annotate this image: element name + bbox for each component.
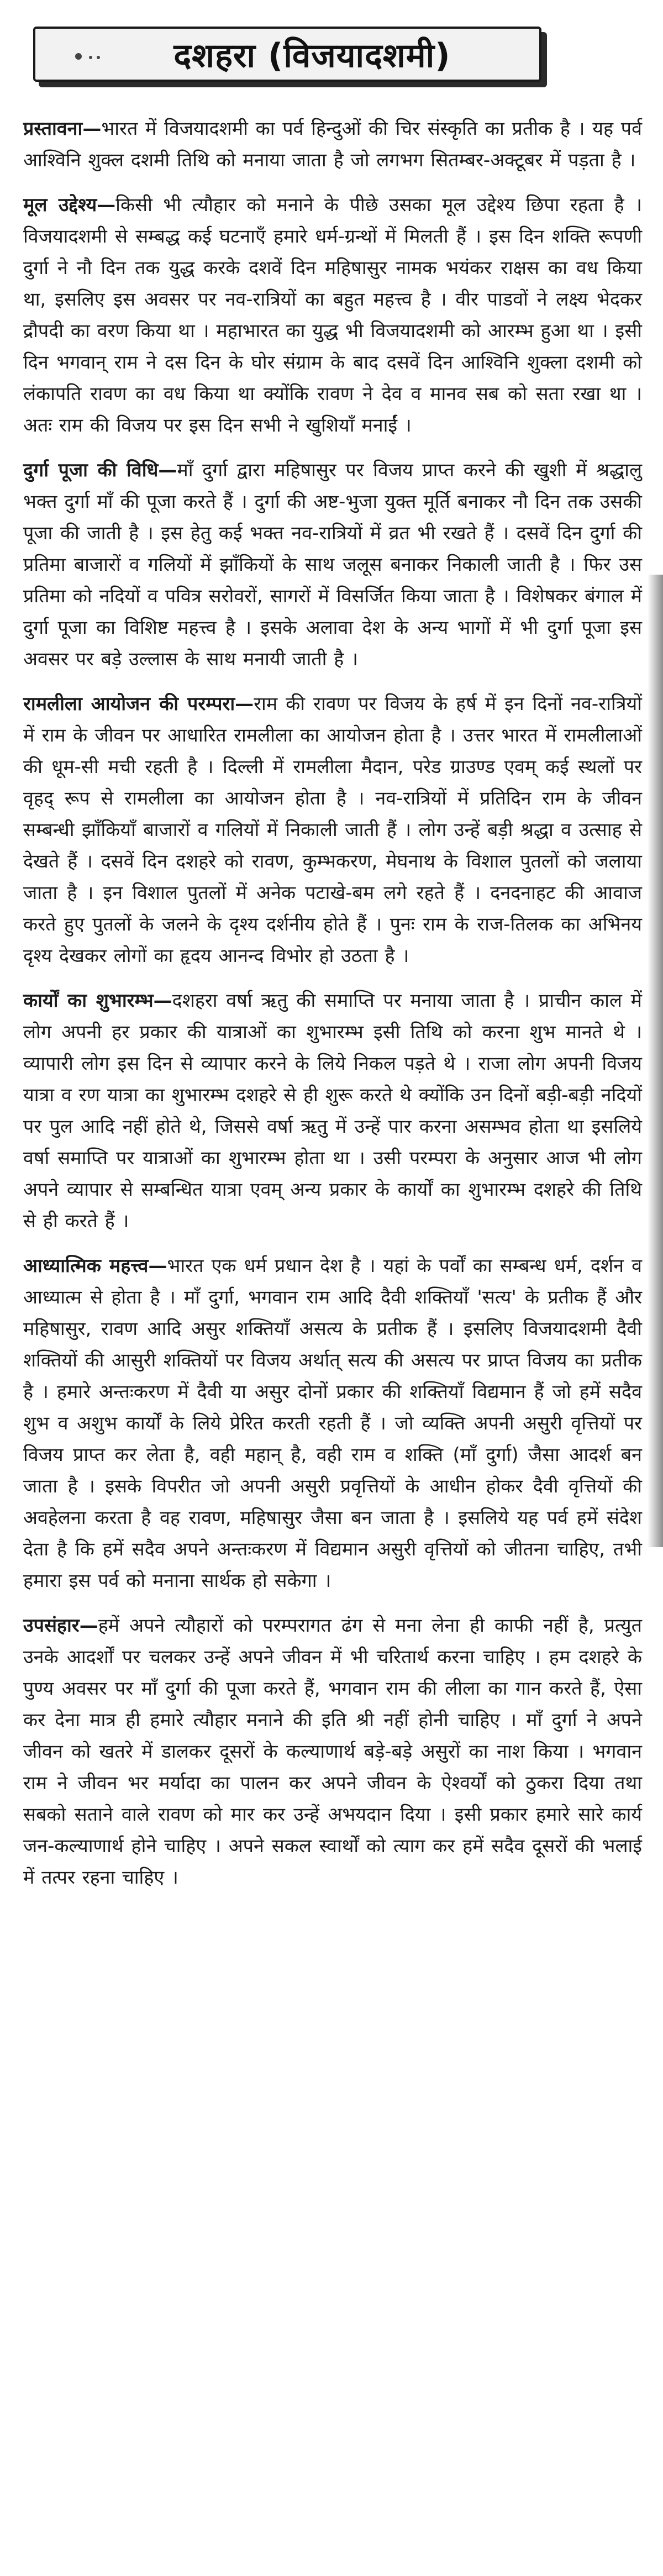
section-text: किसी भी त्यौहार को मनाने के पीछे उसका मूल उद्देश्य छिपा रहता है । विजयादशमी से सम्बद्ध कई घटनाएँ हमारे धर्म-ग्रन्थों में मिलती हैं । इस दिन शक्ति रूपणी दुर्गा ने नौ दिन तक युद्ध करके दशवें दिन महिषासुर नामक भयंकर राक्षस का वध किया था, इसलिए इस अवसर पर नव-रात्रियों का बहुत महत्त्व है । वीर पाडवों ने लक्ष्य भेदकर द्रौपदी का वरण किया था । महाभारत का युद्ध भी विजयादशमी को आरम्भ हुआ था । इसी दिन भगवान् राम ने दस दिन के घोर संग्राम के बाद दसवें दिन आश्विनि शुक्ला दशमी को लंकापति रावण का वध किया था क्योंकि रावण ने देव व मानव सब को सता रखा था । अतः राम की विजय पर इस दिन सभी ने खुशियाँ मनाईं । bbox=[23, 194, 642, 437]
section-heading: रामलीला आयोजन की परम्परा bbox=[23, 693, 235, 715]
essay-body bbox=[23, 113, 642, 1907]
section-heading: दुर्गा पूजा की विधि bbox=[23, 459, 159, 481]
section-heading: कार्यों का शुभारम्भ bbox=[23, 990, 154, 1012]
section-auspicious-beginnings: कार्यों का शुभारम्भ—दशहरा वर्षा ऋतु की समाप्ति पर मनाया जाता है । प्राचीन काल में लोग अपनी हर प्रकार की यात्राओं का शुभारम्भ इसी तिथि को करना शुभ मानते थे । व्यापारी लोग इस दिन से व्यापार करने के लिये निकल पड़ते थे । राजा लोग अपनी विजय यात्रा व रण यात्रा का शुभारम्भ दशहरे से ही शुरू करते थे क्योंकि उन दिनों बड़ी-बड़ी नदियों पर पुल आदि नहीं होते थे, जिससे वर्षा ऋतु में उन्हें पार करना असम्भव होता था इसलिये वर्षा समाप्ति पर यात्राओं का शुभारम्भ होता था । उसी परम्परा के अनुसार आज भी लोग अपने व्यापार से सम्बन्धित यात्रा एवम् अन्य प्रकार के कार्यों का शुभारम्भ दशहरे की तिथि से ही करते हैं । bbox=[23, 990, 642, 1232]
title-banner bbox=[33, 27, 547, 88]
section-heading: प्रस्तावना bbox=[23, 118, 83, 140]
title-box bbox=[33, 27, 541, 82]
section-heading: उपसंहार bbox=[23, 1615, 80, 1637]
scan-edge-shadow bbox=[648, 575, 663, 1547]
section-spiritual-significance: आध्यात्मिक महत्त्व—भारत एक धर्म प्रधान देश है । यहां के पर्वों का सम्बन्ध धर्म, दर्शन व आध्यात्म से होता है । माँ दुर्गा, भगवान राम आदि दैवी शक्तियाँ 'सत्य' के प्रतीक हैं और महिषासुर, रावण आदि असुर शक्तियाँ असत्य के प्रतीक हैं । इसलिए विजयादशमी दैवी शक्तियों की आसुरी शक्तियों पर विजय अर्थात् सत्य की असत्य पर प्राप्त विजय का प्रतीक है । हमारे अन्तःकरण में दैवी या असुर दोनों प्रकार की शक्तियाँ विद्यमान हैं जो हमें सदैव शुभ व अशुभ कार्यों के लिये प्रेरित करती रहती हैं । जो व्यक्ति अपनी असुरी वृत्तियों पर विजय प्राप्त कर लेता है, वही महान् है, वही राम व शक्ति (माँ दुर्गा) जैसा आदर्श बन जाता है । इसके विपरीत जो अपनी असुरी प्रवृत्तियों के आधीन होकर दैवी वृत्तियों की अवहेलना करता है वह रावण, महिषासुर जैसा बन जाता है । इसलिये यह पर्व हमें संदेश देता है कि हमें सदैव अपने अन्तःकरण में विद्यमान असुरी वृत्तियों को जीतना चाहिए, तभी हमारा इस पर्व को मनाना सार्थक हो सकेगा । bbox=[23, 1255, 642, 1592]
section-text: भारत में विजयादशमी का पर्व हिन्दुओं की चिर संस्कृति का प्रतीक है । यह पर्व आश्विनि शुक्ल दशमी तिथि को मनाया जाता है जो लगभग सितम्बर-अक्टूबर में पड़ता है । bbox=[23, 118, 642, 171]
section-main-purpose: मूल उद्देश्य—किसी भी त्यौहार को मनाने के पीछे उसका मूल उद्देश्य छिपा रहता है । विजयादशमी से सम्बद्ध कई घटनाएँ हमारे धर्म-ग्रन्थों में मिलती हैं । इस दिन शक्ति रूपणी दुर्गा ने नौ दिन तक युद्ध करके दशवें दिन महिषासुर नामक भयंकर राक्षस का वध किया था, इसलिए इस अवसर पर नव-रात्रियों का बहुत महत्त्व है । वीर पाडवों ने लक्ष्य भेदकर द्रौपदी का वरण किया था । महाभारत का युद्ध भी विजयादशमी को आरम्भ हुआ था । इसी दिन भगवान् राम ने दस दिन के घोर संग्राम के बाद दसवें दिन आश्विनि शुक्ला दशमी को लंकापति रावण का वध किया था क्योंकि रावण ने देव व मानव सब को सता रखा था । अतः राम की विजय पर इस दिन सभी ने खुशियाँ मनाईं । bbox=[23, 194, 642, 437]
ornament-dots-icon bbox=[74, 49, 118, 62]
section-heading: मूल उद्देश्य bbox=[23, 194, 97, 216]
page-title: दशहरा (विजयादशमी) bbox=[173, 36, 451, 75]
section-durga-puja: दुर्गा पूजा की विधि—माँ दुर्गा द्वारा महिषासुर पर विजय प्राप्त करने की खुशी में श्रद्धालु भक्त दुर्गा माँ की पूजा करते हैं । दुर्गा की अष्ट-भुजा युक्त मूर्ति बनाकर नौ दिन तक उसकी पूजा की जाती है । इस हेतु कई भक्त नव-रात्रियों में व्रत भी रखते हैं । दसवें दिन दुर्गा की प्रतिमा बाजारों व गलियों में झाँकियों के साथ जलूस बनाकर निकाली जाती है । फिर उस प्रतिमा को नदियों व पवित्र सरोवरों, सागरों में विसर्जित किया जाता है । विशेषकर बंगाल में दुर्गा पूजा का विशिष्ट महत्त्व है । इसके अलावा देश के अन्य भागों में भी दुर्गा पूजा इस अवसर पर बड़े उल्लास के साथ मनायी जाती है । bbox=[23, 459, 643, 670]
section-introduction: प्रस्तावना—भारत में विजयादशमी का पर्व हिन्दुओं की चिर संस्कृति का प्रतीक है । यह पर्व आश्विनि शुक्ल दशमी तिथि को मनाया जाता है जो लगभग सितम्बर-अक्टूबर में पड़ता है । bbox=[23, 118, 642, 171]
section-heading: आध्यात्मिक महत्त्व bbox=[23, 1255, 149, 1277]
section-text: माँ दुर्गा द्वारा महिषासुर पर विजय प्राप्त करने की खुशी में श्रद्धालु भक्त दुर्गा माँ की पूजा करते हैं । दुर्गा की अष्ट-भुजा युक्त मूर्ति बनाकर नौ दिन तक उसकी पूजा की जाती है । इस हेतु कई भक्त नव-रात्रियों में व्रत भी रखते हैं । दसवें दिन दुर्गा की प्रतिमा बाजारों व गलियों में झाँकियों के साथ जलूस बनाकर निकाली जाती है । फिर उस प्रतिमा को नदियों व पवित्र सरोवरों, सागरों में विसर्जित किया जाता है । विशेषकर बंगाल में दुर्गा पूजा का विशिष्ट महत्त्व है । इसके अलावा देश के अन्य भागों में भी दुर्गा पूजा इस अवसर पर बड़े उल्लास के साथ मनायी जाती है । bbox=[23, 459, 643, 670]
section-text: भारत एक धर्म प्रधान देश है । यहां के पर्वों का सम्बन्ध धर्म, दर्शन व आध्यात्म से होता है । माँ दुर्गा, भगवान राम आदि दैवी शक्तियाँ 'सत्य' के प्रतीक हैं और महिषासुर, रावण आदि असुर शक्तियाँ असत्य के प्रतीक हैं । इसलिए विजयादशमी दैवी शक्तियों की आसुरी शक्तियों पर विजय अर्थात् सत्य की असत्य पर प्राप्त विजय का प्रतीक है । हमारे अन्तःकरण में दैवी या असुर दोनों प्रकार की शक्तियाँ विद्यमान हैं जो हमें सदैव शुभ व अशुभ कार्यों के लिये प्रेरित करती रहती हैं । जो व्यक्ति अपनी असुरी वृत्तियों पर विजय प्राप्त कर लेता है, वही महान् है, वही राम व शक्ति (माँ दुर्गा) जैसा आदर्श बन जाता है । इसके विपरीत जो अपनी असुरी प्रवृत्तियों के आधीन होकर दैवी वृत्तियों की अवहेलना करता है वह रावण, महिषासुर जैसा बन जाता है । इसलिये यह पर्व हमें संदेश देता है कि हमें सदैव अपने अन्तःकरण में विद्यमान असुरी वृत्तियों को जीतना चाहिए, तभी हमारा इस पर्व को मनाना सार्थक हो सकेगा । bbox=[23, 1255, 642, 1592]
section-ramlila: रामलीला आयोजन की परम्परा—राम की रावण पर विजय के हर्ष में इन दिनों नव-रात्रियों में राम के जीवन पर आधारित रामलीला का आयोजन होता है । उत्तर भारत में रामलीलाओं की धूम-सी मची रहती है । दिल्ली में रामलीला मैदान, परेड ग्राउण्ड एवम् कई स्थलों पर वृहद् रूप से रामलीला का आयोजन होता है । नव-रात्रियों में प्रतिदिन राम के जीवन सम्बन्धी झाँकियाँ बाजारों व गलियों में निकाली जाती हैं । लोग उन्हें बड़ी श्रद्धा व उत्साह से देखते हैं । दसवें दिन दशहरे को रावण, कुम्भकरण, मेघनाथ के विशाल पुतलों को जलाया जाता है । इन विशाल पुतलों में अनेक पटाखे-बम लगे रहते हैं । दनदनाहट की आवाज करते हुए पुतलों के जलने के दृश्य दर्शनीय होते हैं । पुनः राम के राज-तिलक का अभिनय दृश्य देखकर लोगों का हृदय आनन्द विभोर हो उठता है । bbox=[23, 693, 642, 967]
section-text: हमें अपने त्यौहारों को परम्परागत ढंग से मना लेना ही काफी नहीं है, प्रत्युत उनके आदर्शों पर चलकर उन्हें अपने जीवन में भी चरितार्थ करना चाहिए । हम दशहरे के पुण्य अवसर पर माँ दुर्गा की पूजा करते हैं, भगवान राम की लीला का गान करते हैं, ऐसा कर देना मात्र ही हमारे त्यौहार मनाने की इति श्री नहीं होनी चाहिए । माँ दुर्गा ने अपने जीवन को खतरे में डालकर दूसरों के कल्याणार्थ बड़े-बड़े असुरों का नाश किया । भगवान राम ने जीवन भर मर्यादा का पालन कर अपने जीवन के ऐश्वर्यों को ठुकरा दिया तथा सबको सताने वाले रावण को मार कर उन्हें अभयदान दिया । इसी प्रकार हमारे सारे कार्य जन-कल्याणार्थ होने चाहिए । अपने सकल स्वार्थों को त्याग कर हमें सदैव दूसरों की भलाई में तत्पर रहना चाहिए । bbox=[23, 1615, 642, 1889]
section-text: दशहरा वर्षा ऋतु की समाप्ति पर मनाया जाता है । प्राचीन काल में लोग अपनी हर प्रकार की यात्राओं का शुभारम्भ इसी तिथि को करना शुभ मानते थे । व्यापारी लोग इस दिन से व्यापार करने के लिये निकल पड़ते थे । राजा लोग अपनी विजय यात्रा व रण यात्रा का शुभारम्भ दशहरे से ही शुरू करते थे क्योंकि उन दिनों बड़ी-बड़ी नदियों पर पुल आदि नहीं होते थे, जिससे वर्षा ऋतु में उन्हें पार करना असम्भव होता था इसलिये वर्षा समाप्ति पर यात्राओं का शुभारम्भ होता था । उसी परम्परा के अनुसार आज भी लोग अपने व्यापार से सम्बन्धित यात्रा एवम् अन्य प्रकार के कार्यों का शुभारम्भ दशहरे की तिथि से ही करते हैं । bbox=[23, 990, 642, 1232]
section-text: राम की रावण पर विजय के हर्ष में इन दिनों नव-रात्रियों में राम के जीवन पर आधारित रामलीला का आयोजन होता है । उत्तर भारत में रामलीलाओं की धूम-सी मची रहती है । दिल्ली में रामलीला मैदान, परेड ग्राउण्ड एवम् कई स्थलों पर वृहद् रूप से रामलीला का आयोजन होता है । नव-रात्रियों में प्रतिदिन राम के जीवन सम्बन्धी झाँकियाँ बाजारों व गलियों में निकाली जाती हैं । लोग उन्हें बड़ी श्रद्धा व उत्साह से देखते हैं । दसवें दिन दशहरे को रावण, कुम्भकरण, मेघनाथ के विशाल पुतलों को जलाया जाता है । इन विशाल पुतलों में अनेक पटाखे-बम लगे रहते हैं । दनदनाहट की आवाज करते हुए पुतलों के जलने के दृश्य दर्शनीय होते हैं । पुनः राम के राज-तिलक का अभिनय दृश्य देखकर लोगों का हृदय आनन्द विभोर हो उठता है । bbox=[23, 693, 642, 967]
section-conclusion: उपसंहार—हमें अपने त्यौहारों को परम्परागत ढंग से मना लेना ही काफी नहीं है, प्रत्युत उनके आदर्शों पर चलकर उन्हें अपने जीवन में भी चरितार्थ करना चाहिए । हम दशहरे के पुण्य अवसर पर माँ दुर्गा की पूजा करते हैं, भगवान राम की लीला का गान करते हैं, ऐसा कर देना मात्र ही हमारे त्यौहार मनाने की इति श्री नहीं होनी चाहिए । माँ दुर्गा ने अपने जीवन को खतरे में डालकर दूसरों के कल्याणार्थ बड़े-बड़े असुरों का नाश किया । भगवान राम ने जीवन भर मर्यादा का पालन कर अपने जीवन के ऐश्वर्यों को ठुकरा दिया तथा सबको सताने वाले रावण को मार कर उन्हें अभयदान दिया । इसी प्रकार हमारे सारे कार्य जन-कल्याणार्थ होने चाहिए । अपने सकल स्वार्थों को त्याग कर हमें सदैव दूसरों की भलाई में तत्पर रहना चाहिए । bbox=[23, 1615, 642, 1889]
